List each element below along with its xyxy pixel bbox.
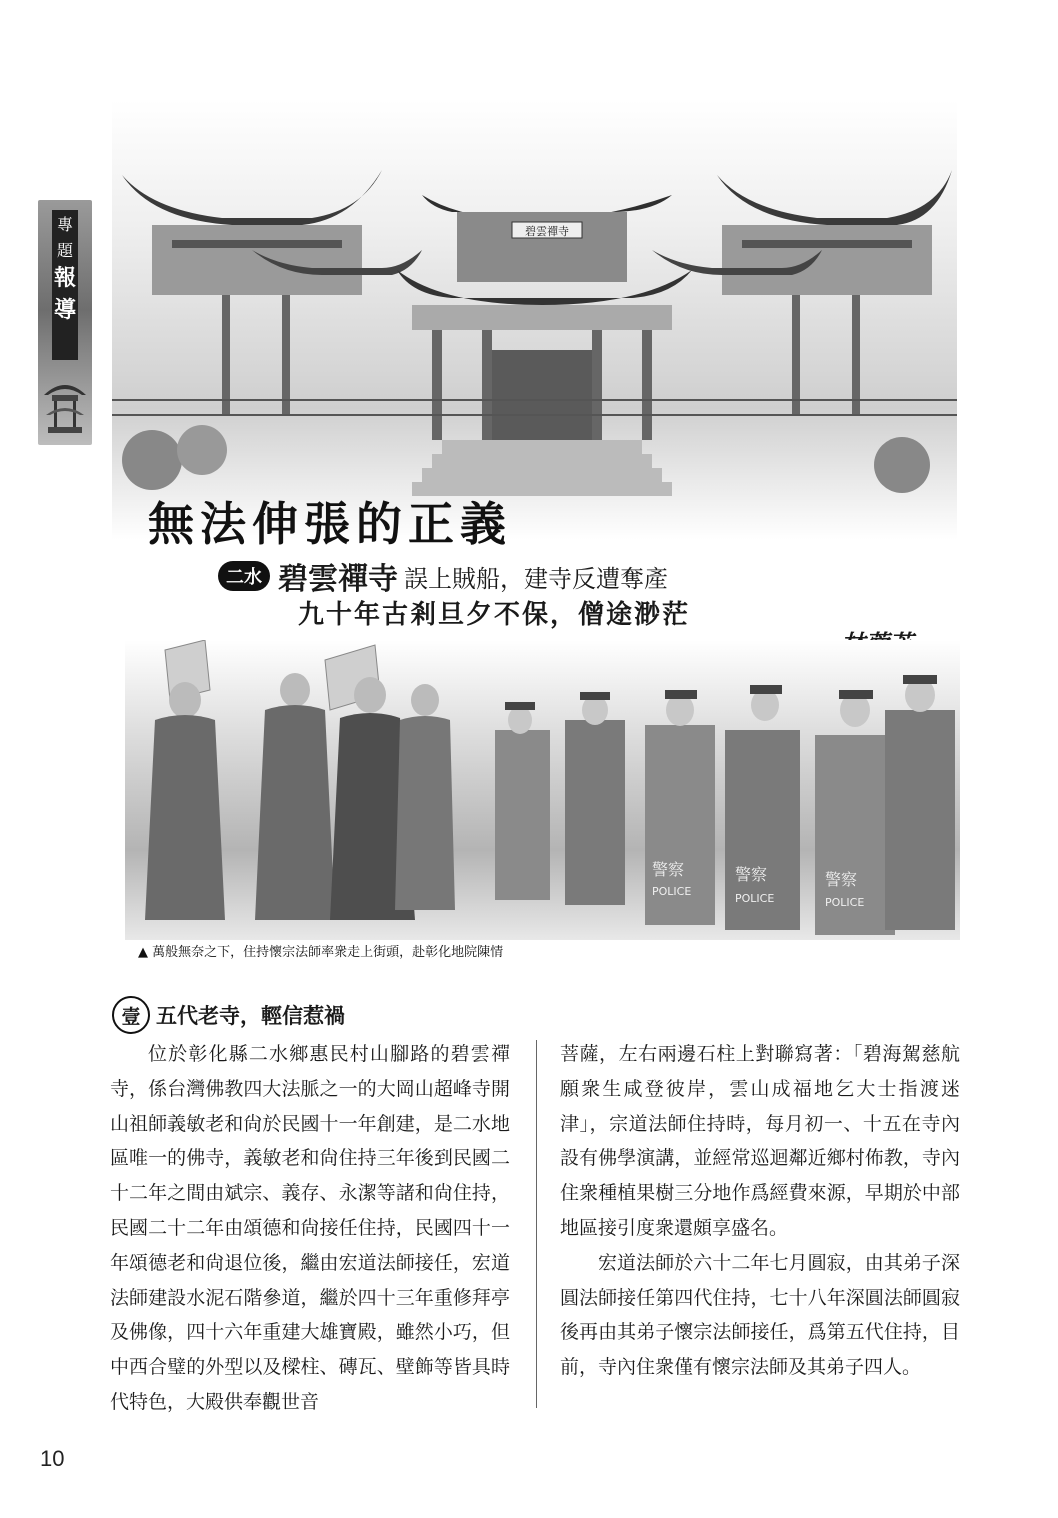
- shield-sub: POLICE: [825, 896, 865, 909]
- section-label: [52, 210, 78, 360]
- shield-label: 警察: [735, 865, 768, 884]
- photo-caption: ▲ 萬般無奈之下，住持懷宗法師率衆走上街頭，赴彰化地院陳情: [138, 945, 504, 960]
- protest-photo: [125, 640, 960, 940]
- temple-sign: 碧雲禪寺: [525, 225, 569, 238]
- temple-name: 碧雲禪寺: [278, 562, 398, 597]
- section-tab: [38, 200, 92, 445]
- subtitle-text: 誤上賊船，建寺反遭奪產: [404, 564, 668, 593]
- paragraph: 位於彰化縣二水鄉惠民村山腳路的碧雲禪寺，係台灣佛教四大法脈之一的大岡山超峰寺開山祖師義敏老和尙於民國十一年創建，是二水地區唯一的佛寺，義敏老和尙住持三年後到民國二十二年之間由斌宗、義存、永潔等諸和尙住持，民國二十二年由頌德和尙接任住持，民國四十一年頌德老和尙退位後，繼由宏道法師接任，宏道法師建設水泥石階參道，繼於四十三年重修拜亭及佛像，四十六年重建大雄寶殿，雖然小巧，但中西合璧的外型以及樑柱、磚瓦、壁飾等皆具時代特色，大殿供奉觀世音: [110, 1043, 510, 1413]
- paragraph: 菩薩，左右兩邊石柱上對聯寫著：「碧海駕慈航願衆生咸登彼岸，雲山成福地乞大士指渡迷津」，宗道法師住持時，每月初一、十五在寺內設有佛學演講，並經常巡迴鄰近鄉村佈教，寺內住衆種植果樹三分地作爲經費來源，早期於中部地區接引度衆還頗享盛名。: [560, 1043, 960, 1239]
- temple-photo: [112, 100, 957, 540]
- page-number: 10: [40, 1446, 65, 1471]
- pavilion-icon: [42, 365, 88, 440]
- tab-char-2: 題: [56, 241, 73, 260]
- article-title: 無法伸張的正義: [148, 497, 512, 551]
- column-divider: [536, 1040, 537, 1408]
- shield-sub: POLICE: [652, 885, 692, 898]
- shield-label: 警察: [652, 860, 685, 879]
- section-heading: [112, 996, 345, 1034]
- shield-sub: POLICE: [735, 892, 775, 905]
- subtitle-line-2: 九十年古剎旦夕不保，僧途渺茫: [298, 600, 691, 630]
- paragraph: 宏道法師於六十二年七月圓寂，由其弟子深圓法師接任第四代住持，七十八年深圓法師圓寂後再由其弟子懷宗法師接任，爲第五代住持，目前，寺內住衆僅有懷宗法師及其弟子四人。: [560, 1251, 960, 1379]
- section-number: 壹: [112, 996, 150, 1034]
- tab-char-3: 報: [53, 265, 76, 291]
- location-badge: 二水: [218, 561, 270, 591]
- left-column: [110, 1037, 510, 1420]
- tab-char-4: 導: [53, 297, 76, 323]
- tab-char-1: 專: [56, 215, 73, 234]
- shield-label: 警察: [825, 870, 858, 889]
- subtitle-line-1: [218, 554, 668, 598]
- right-column: [560, 1037, 960, 1385]
- section-title: 五代老寺，輕信惹禍: [156, 1003, 345, 1028]
